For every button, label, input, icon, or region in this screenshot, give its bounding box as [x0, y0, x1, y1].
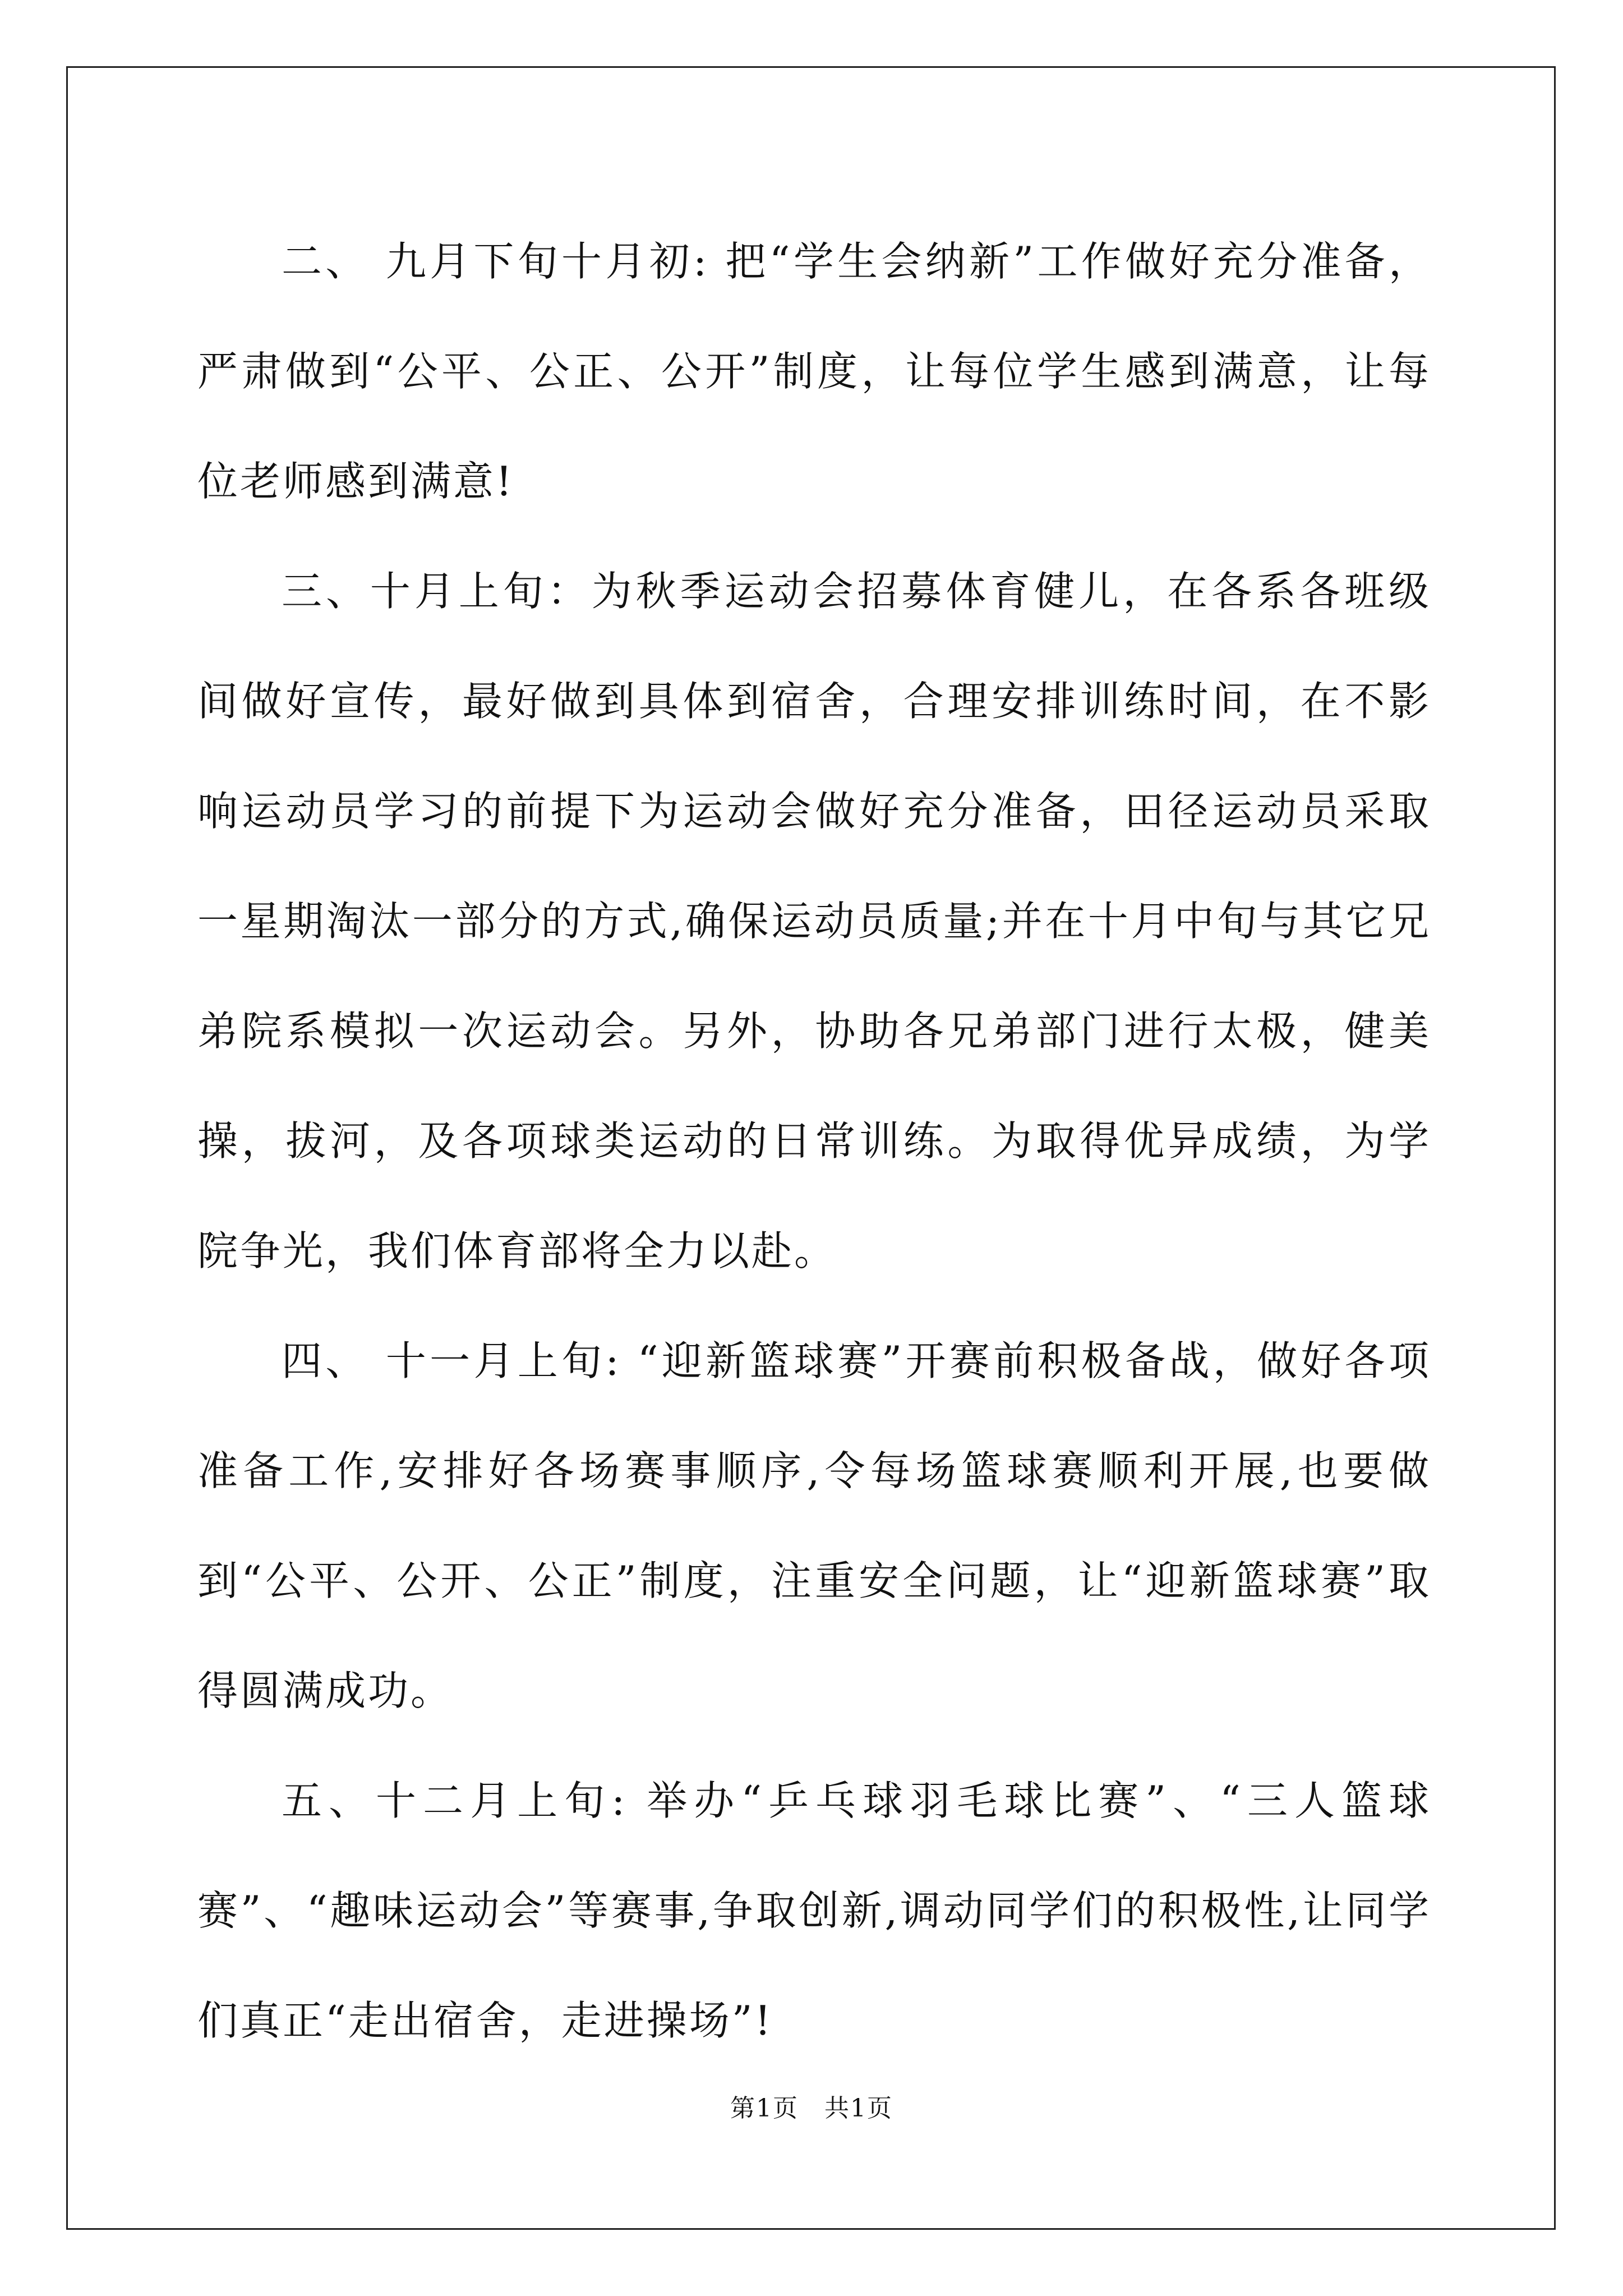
- paragraph-5: 五、十二月上旬: 举办“乒乓球羽毛球比赛”、“三人篮球赛”、“趣味运动会”等赛事,争取创新,调动同学们的积极性,让同学们真正“走出宿舍，走进操场”!: [197, 1777, 1431, 2044]
- document-body: [197, 206, 1431, 2076]
- page-footer: [0, 2092, 1623, 2125]
- page-number: 第1页 共1页: [730, 2094, 893, 2123]
- paragraph-3: 三、十月上旬：为秋季运动会招募体育健儿，在各系各班级间做好宣传，最好做到具体到宿舍，合理安排训练时间，在不影响运动员学习的前提下为运动会做好充分准备，田径运动员采取一星期淘汰一部分的方式,确保运动员质量;并在十月中旬与其它兄弟院系模拟一次运动会。另外，协助各兄弟部门进行太极，健美操，拔河，及各项球类运动的日常训练。为取得优异成绩，为学院争光，我们体育部将全力以赴。: [197, 568, 1431, 1274]
- paragraph-2: 二、 九月下旬十月初: 把“学生会纳新”工作做好充分准备，严肃做到“公平、公正、公开”制度，让每位学生感到满意，让每位老师感到满意!: [197, 238, 1431, 505]
- paragraph-4: 四、 十一月上旬: “迎新篮球赛”开赛前积极备战，做好各项准备工作,安排好各场赛事顺序,令每场篮球赛顺利开展,也要做到“公平、公开、公正”制度，注重安全问题，让“迎新篮球赛”取得圆满成功。: [197, 1337, 1431, 1714]
